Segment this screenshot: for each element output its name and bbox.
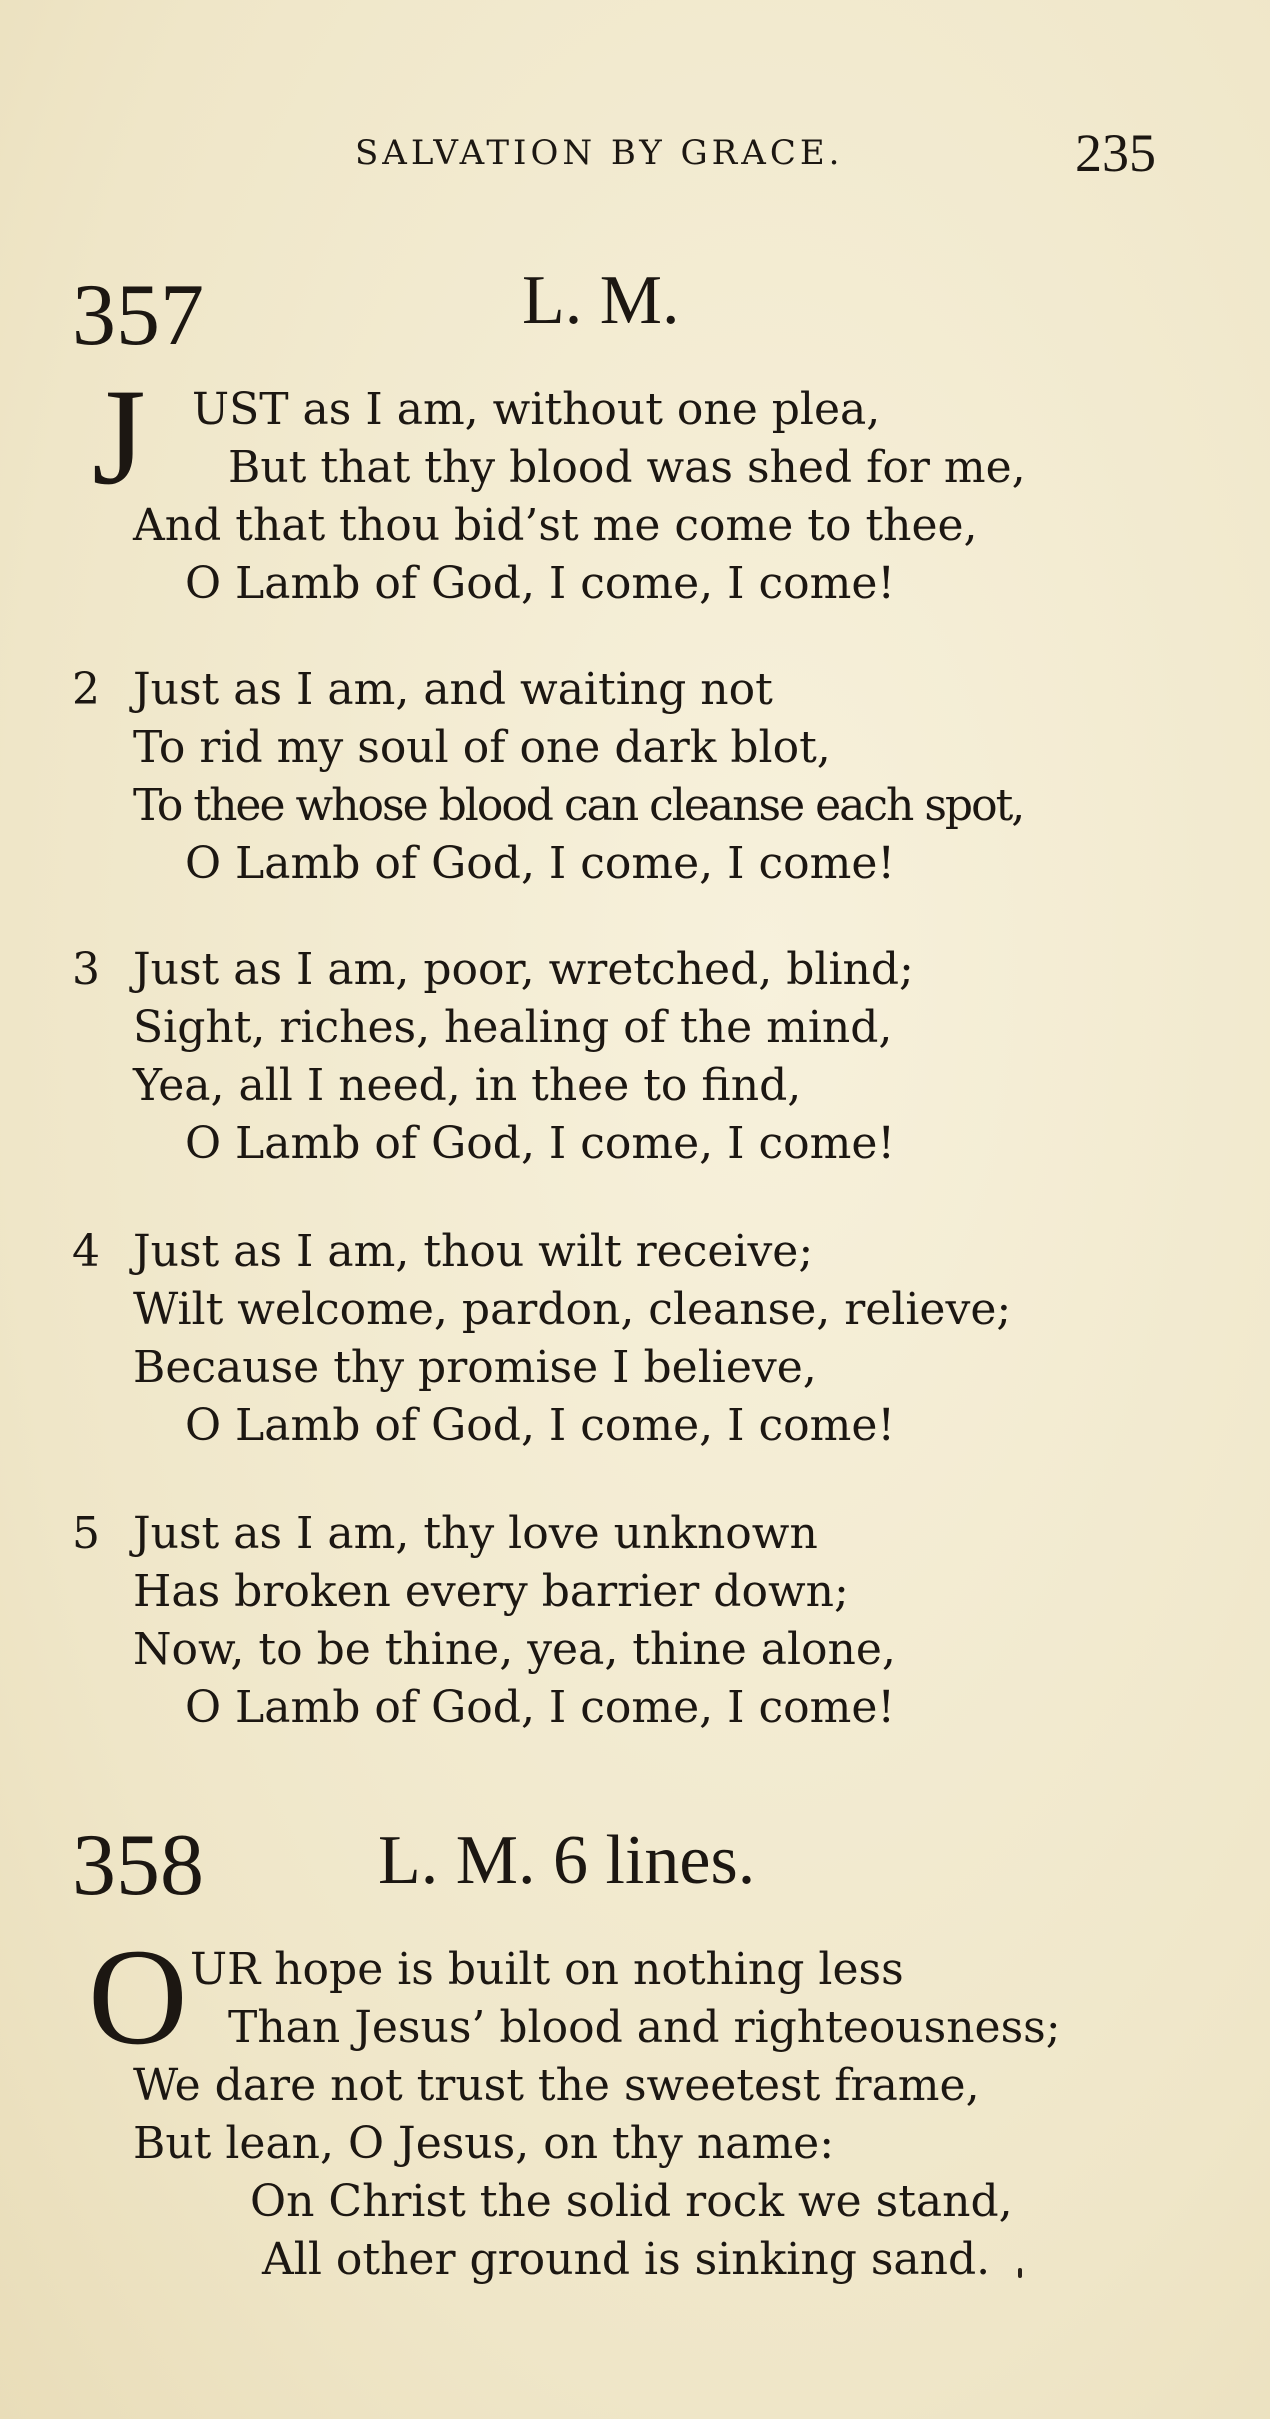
verse-line: O Lamb of God, I come, I come! xyxy=(185,1682,896,1733)
verse-line: Just as I am, thy love unknown xyxy=(133,1508,818,1559)
verse-line: Has broken every barrier down; xyxy=(133,1566,849,1617)
verse-line: We dare not trust the sweetest frame, xyxy=(133,2060,980,2111)
verse-line: O Lamb of God, I come, I come! xyxy=(185,558,896,609)
verse-line: On Christ the solid rock we stand, xyxy=(250,2176,1013,2227)
stanza-number: 3 xyxy=(72,944,100,995)
stanza-number: 2 xyxy=(72,664,100,715)
stanza-number: 4 xyxy=(72,1226,100,1277)
verse-line: Just as I am, poor, wretched, blind; xyxy=(133,944,914,995)
drop-cap: J xyxy=(92,360,146,513)
verse-line: Just as I am, and waiting not xyxy=(133,664,773,715)
verse-line: UST as I am, without one plea, xyxy=(192,384,881,435)
verse-line: Wilt welcome, pardon, cleanse, relieve; xyxy=(133,1284,1012,1335)
hymn-meter: L. M. xyxy=(522,262,680,339)
running-title: SALVATION BY GRACE. xyxy=(355,133,844,173)
verse-line: O Lamb of God, I come, I come! xyxy=(185,1118,896,1169)
hymn-number: 357 xyxy=(72,267,204,364)
verse-line: But lean, O Jesus, on thy name: xyxy=(133,2118,835,2169)
verse-line: Yea, all I need, in thee to find, xyxy=(133,1060,802,1111)
verse-line: And that thou bid’st me come to thee, xyxy=(133,500,978,551)
ink-speck xyxy=(1018,2268,1022,2278)
verse-line: Sight, riches, healing of the mind, xyxy=(133,1002,893,1053)
verse-line: Because thy promise I believe, xyxy=(133,1342,817,1393)
verse-line: All other ground is sinking sand. xyxy=(262,2234,991,2285)
verse-line: But that thy blood was shed for me, xyxy=(228,442,1026,493)
verse-line: Just as I am, thou wilt receive; xyxy=(133,1226,814,1277)
verse-line: To thee whose blood can cleanse each spot, xyxy=(133,780,1024,831)
verse-line: To rid my soul of one dark blot, xyxy=(133,722,831,773)
verse-line: O Lamb of God, I come, I come! xyxy=(185,1400,896,1451)
hymn-meter: L. M. 6 lines. xyxy=(378,1822,756,1899)
stanza-number: 5 xyxy=(72,1508,100,1559)
page-number: 235 xyxy=(1075,123,1156,183)
verse-line: O Lamb of God, I come, I come! xyxy=(185,838,896,889)
hymn-number: 358 xyxy=(72,1817,204,1914)
verse-line: UR hope is built on nothing less xyxy=(190,1944,904,1995)
drop-cap: O xyxy=(88,1920,188,2073)
verse-line: Than Jesus’ blood and righteousness; xyxy=(228,2002,1061,2053)
verse-line: Now, to be thine, yea, thine alone, xyxy=(133,1624,896,1675)
